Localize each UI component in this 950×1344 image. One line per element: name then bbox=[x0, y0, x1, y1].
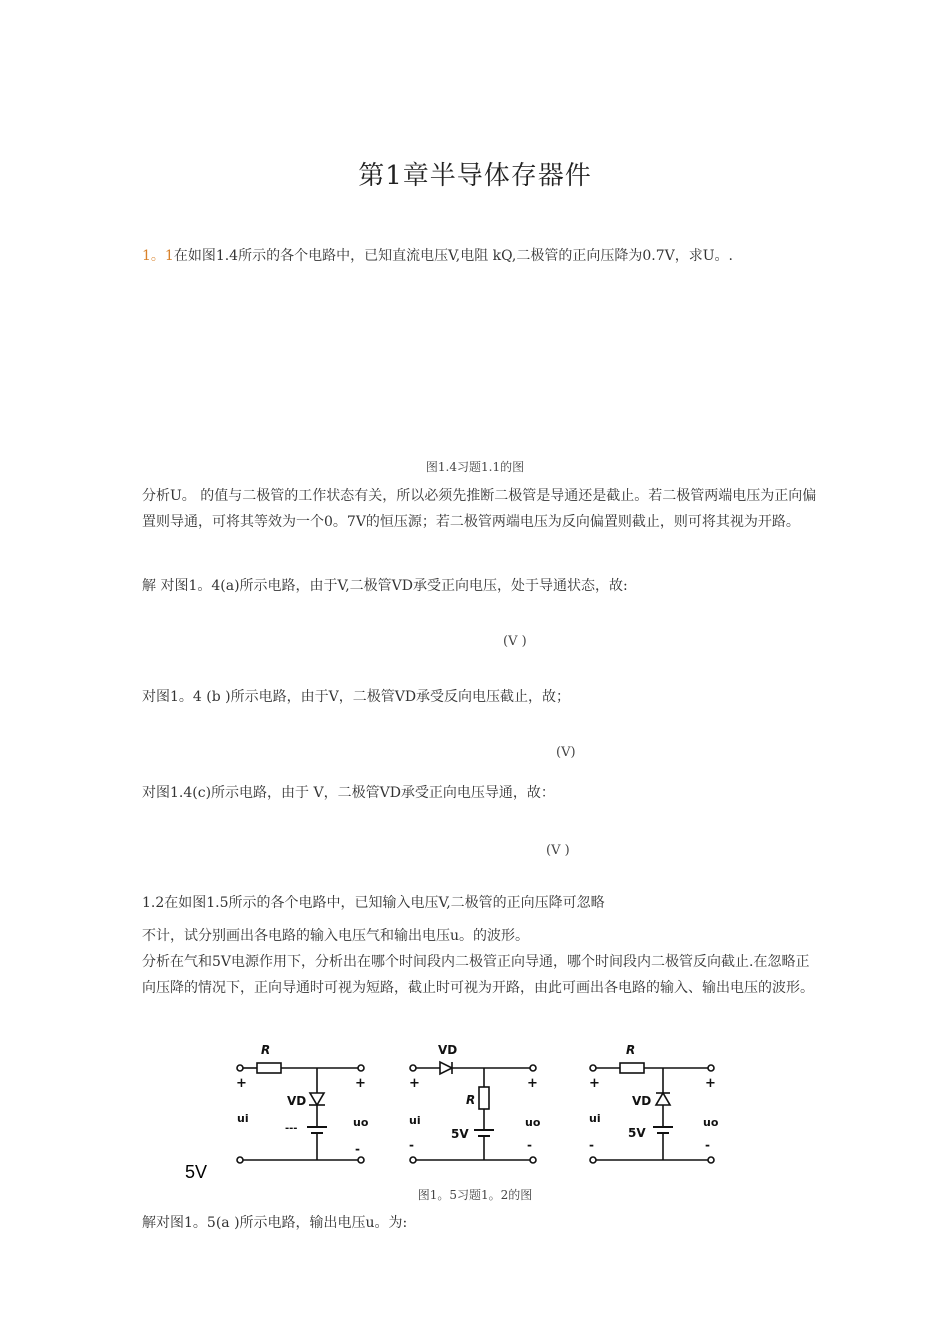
circuit-a-r-label: R bbox=[261, 1043, 271, 1057]
circuit-b-plus-left: + bbox=[409, 1076, 420, 1091]
circuit-a-plus-left: + bbox=[236, 1076, 247, 1091]
circuit-b-minus-right: - bbox=[527, 1138, 532, 1152]
unit-b: (V) bbox=[556, 745, 576, 760]
circuit-b-plus-right: + bbox=[527, 1076, 538, 1091]
question-1-2-line2: 不计，试分别画出各电路的输入电压气和输出电压u。的波形。 bbox=[142, 928, 530, 944]
circuit-a-uo-label: uo bbox=[353, 1116, 369, 1129]
circuit-c-minus-right: - bbox=[705, 1138, 710, 1152]
circuit-b-minus-left: - bbox=[409, 1138, 414, 1152]
analysis-paragraph-1: 分析U。 的值与二极管的工作状态有关，所以必须先推断二极管是导通还是截止。若二极管两端电压为正向偏置则导通，可将其等效为一个0。7V的恒压源；若二极管两端电压为反向偏置则截止，则可将其视为开路。 bbox=[142, 488, 817, 530]
solution-1-5-a: 解对图1。5(a )所示电路，输出电压u。为: bbox=[142, 1215, 408, 1231]
circuit-b-vd-label: VD bbox=[438, 1043, 458, 1057]
question-1-1 bbox=[142, 243, 822, 269]
circuit-c-uo-label: uo bbox=[703, 1116, 719, 1129]
circuit-c-5v-label: 5V bbox=[628, 1126, 646, 1140]
circuit-b-ui-label: ui bbox=[409, 1114, 421, 1127]
circuit-c-r-label: R bbox=[626, 1043, 636, 1057]
circuit-b-uo-label: uo bbox=[525, 1116, 541, 1129]
figure-1-5-circuits bbox=[225, 1035, 735, 1170]
figure-1-4-caption: 图1.4习题1.1的图 bbox=[425, 460, 525, 474]
solution-b: 对图1。4 (b )所示电路，由于V，二极管VD承受反向电压截止，故； bbox=[142, 689, 571, 705]
circuit-c-plus-right: + bbox=[705, 1076, 716, 1091]
figure-1-5-caption: 图1。5习题1。2的图 bbox=[417, 1188, 533, 1202]
question-text: 在如图1.4所示的各个电路中，已知直流电压V,电阻 kQ,二极管的正向压降为0.7V，求U。. bbox=[173, 248, 733, 264]
solution-a: 解 对图1。4(a)所示电路，由于V,二极管VD承受正向电压，处于导通状态，故: bbox=[142, 578, 628, 594]
analysis-paragraph-2: 分析在气和5V电源作用下，分析出在哪个时间段内二极管正向导通，哪个时间段内二极管反向截止.在忽略正向压降的情况下，正向导通时可视为短路，截止时可视为开路，由此可画出各电路的输入、输出电压的波形。 bbox=[142, 954, 814, 996]
circuit-c-ui-label: ui bbox=[589, 1112, 601, 1125]
stray-5v-label: 5V bbox=[185, 1162, 208, 1182]
circuit-a-plus-right: + bbox=[355, 1076, 366, 1091]
circuit-c bbox=[590, 1063, 714, 1163]
circuit-b-r-label: R bbox=[466, 1093, 476, 1107]
circuit-c-minus-left: - bbox=[589, 1138, 594, 1152]
unit-c: (V ) bbox=[546, 843, 570, 858]
circuit-b-5v-label: 5V bbox=[451, 1127, 469, 1141]
circuit-a-minus-right: - bbox=[355, 1142, 360, 1156]
unit-a: (V ) bbox=[503, 634, 527, 649]
circuit-a-minus-left: --- bbox=[285, 1123, 298, 1134]
circuit-c-vd-label: VD bbox=[632, 1094, 652, 1108]
circuit-a-ui-label: ui bbox=[237, 1112, 249, 1125]
circuit-c-plus-left: + bbox=[589, 1076, 600, 1091]
circuit-a bbox=[237, 1063, 364, 1163]
solution-c: 对图1.4(c)所示电路，由于 V，二极管VD承受正向电压导通，故： bbox=[142, 785, 555, 801]
circuit-b bbox=[410, 1062, 536, 1163]
question-1-2-line1: 1.2在如图1.5所示的各个电路中，已知输入电压V,二极管的正向压降可忽略 bbox=[142, 895, 605, 911]
question-number: 1。1 bbox=[142, 248, 174, 264]
page-title: 第1章半导体存器件 bbox=[358, 161, 592, 191]
circuit-a-vd-label: VD bbox=[287, 1094, 307, 1108]
